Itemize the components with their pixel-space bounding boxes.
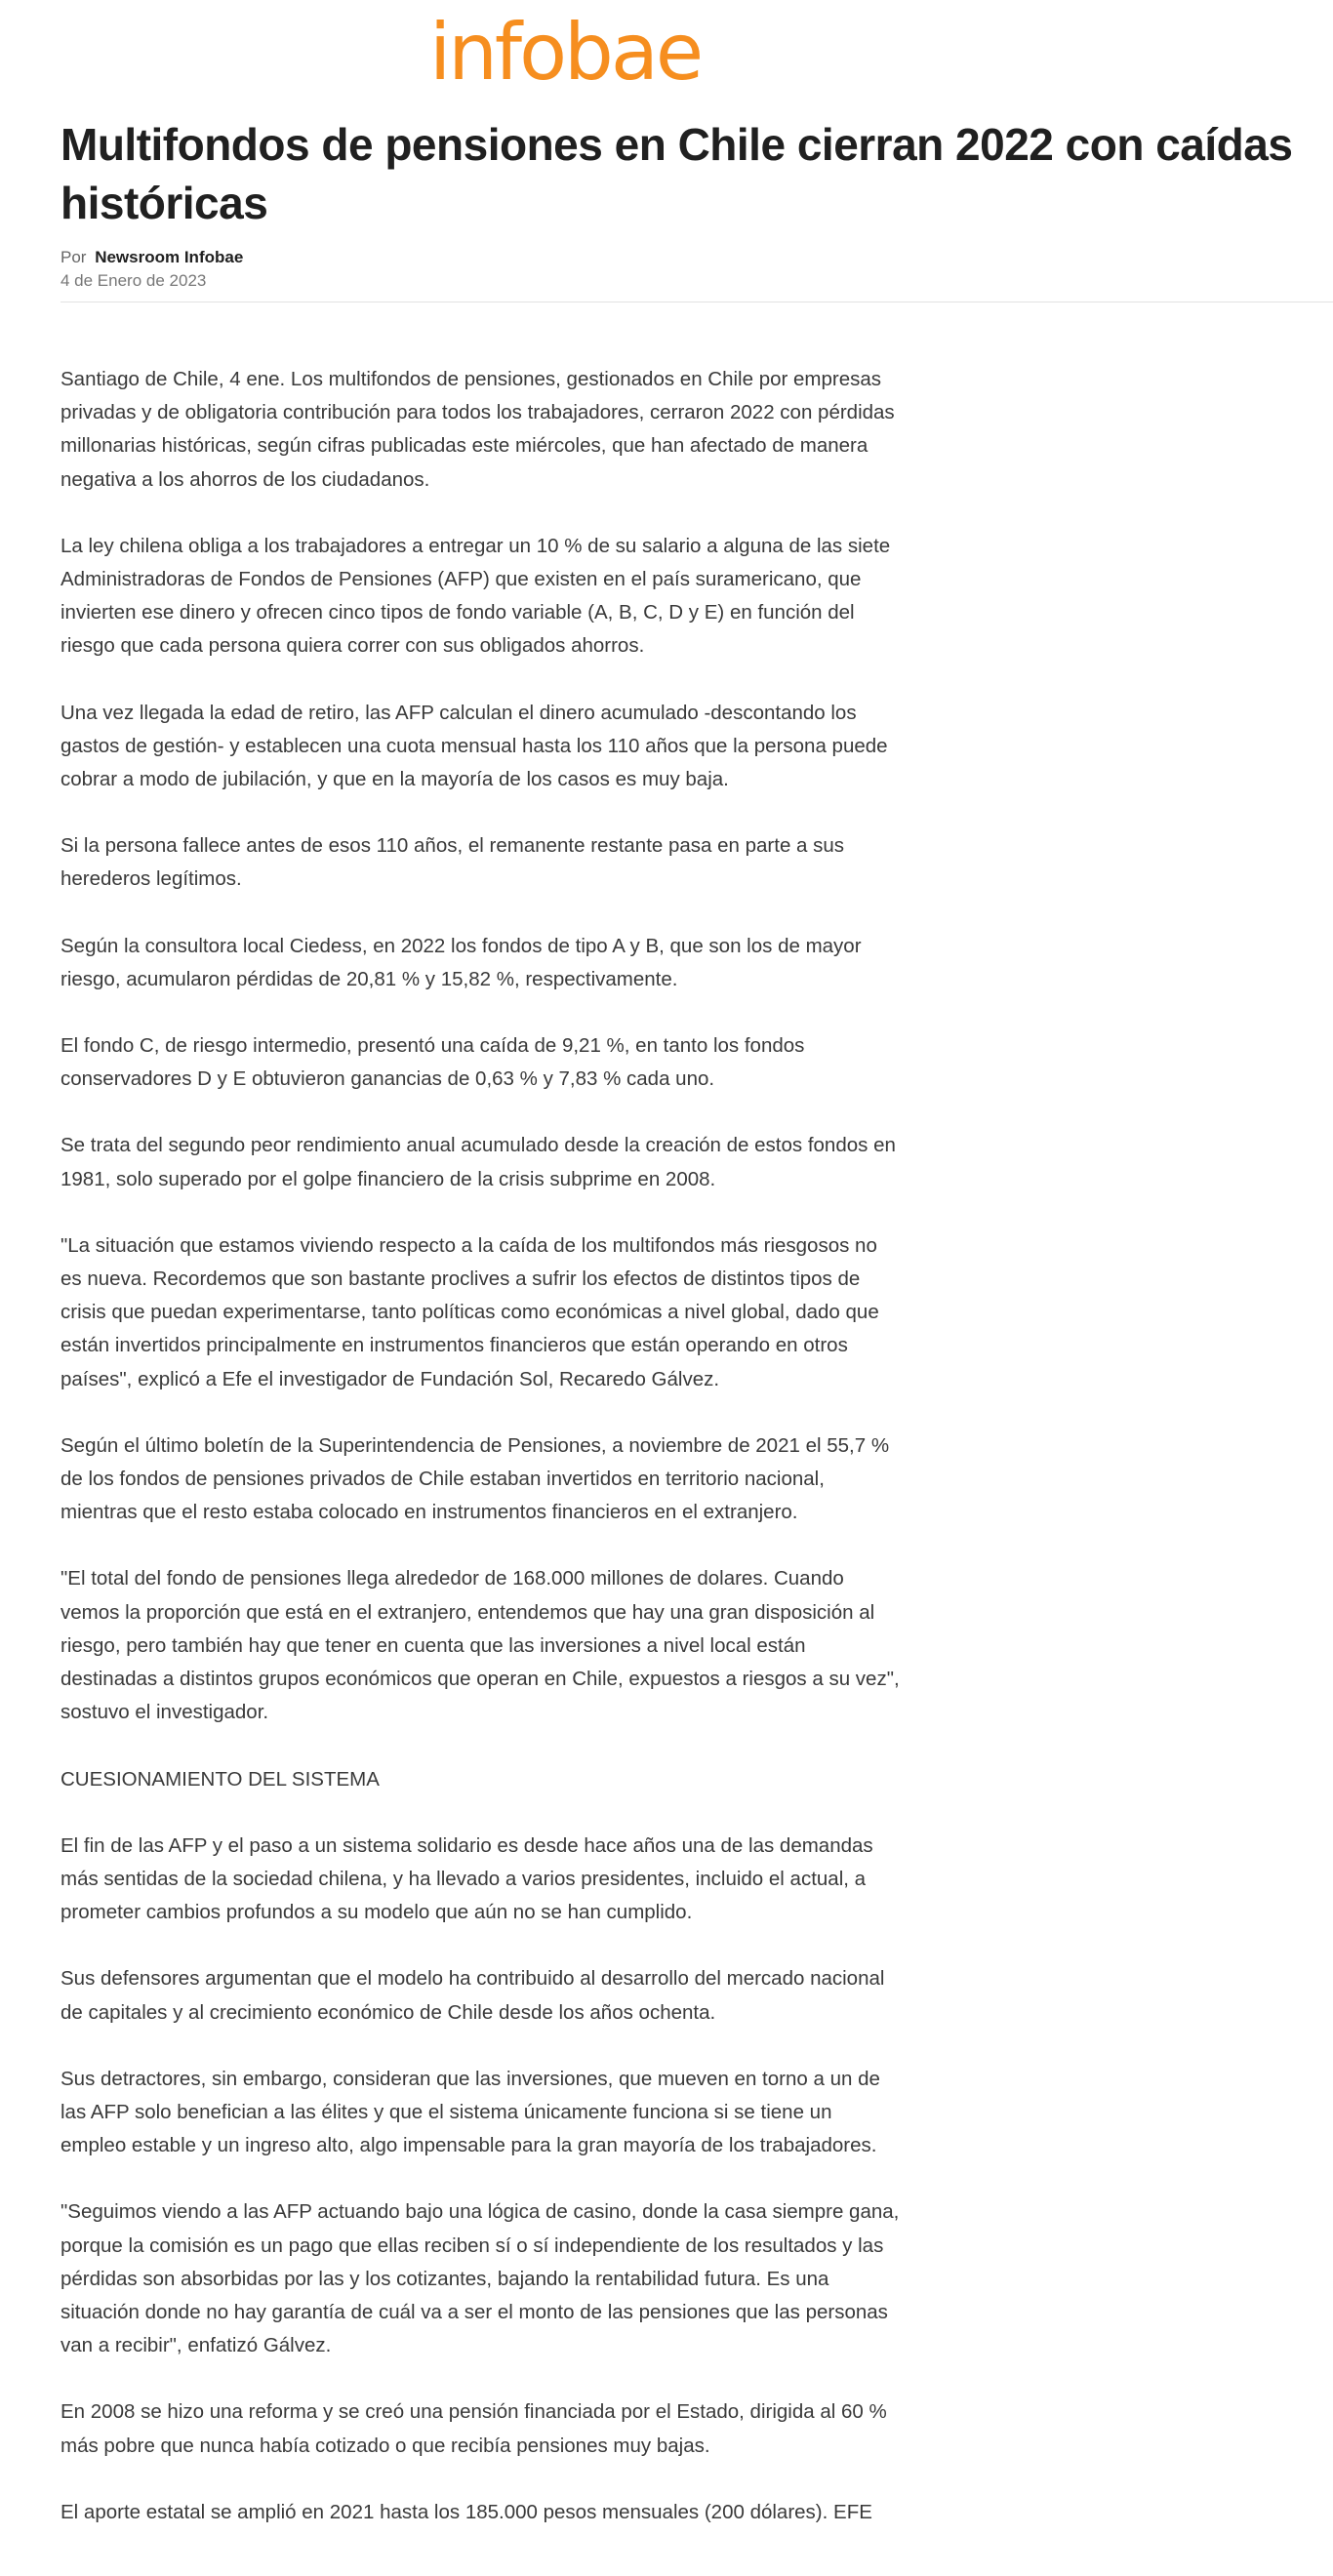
article-header (61, 115, 1333, 293)
author-prefix: Por (61, 248, 87, 266)
paragraph: El aporte estatal se amplió en 2021 hasta los 185.000 pesos mensuales (200 dólares). EFE (61, 2500, 872, 2523)
paragraph: "El total del fondo de pensiones llega alrededor de 168.000 millones de dolares. Cuando vemos la proporción que está en el extranjero, entendemos que hay una gran disposición al riesgo, pero también hay que tener en cuenta que las inversiones a nivel local están destinadas a distintos grupos económicos que operan en Chile, expuestos a riesgos a su vez", sostuvo el investigador. (61, 1567, 900, 1724)
paragraph: Sus detractores, sin embargo, consideran que las inversiones, que mueven en torno a un de las AFP solo benefician a las élites y que el sistema únicamente funciona si se tiene un empleo estable y un ingreso alto, algo impensable para la gran mayoría de los trabajadores. (61, 2067, 880, 2157)
paragraph: Santiago de Chile, 4 ene. Los multifondos de pensiones, gestionados en Chile por empresas privadas y de obligatoria contribución para todos los trabajadores, cerraron 2022 con pérdidas millonarias históricas, según cifras publicadas este miércoles, que han afectado de manera negativa a los ahorros de los ciudadanos. (61, 368, 895, 491)
infobae-logo[interactable]: infobae (429, 7, 702, 98)
site-header (0, 0, 1333, 107)
paragraph: En 2008 se hizo una reforma y se creó una pensión financiada por el Estado, dirigida al 60 % más pobre que nunca había cotizado o que recibía pensiones muy bajas. (61, 2400, 887, 2457)
paragraph: Sus defensores argumentan que el modelo ha contribuido al desarrollo del mercado nacional de capitales y al crecimiento económico de Chile desde los años ochenta. (61, 1967, 885, 2024)
publish-date: 4 de Enero de 2023 (61, 271, 207, 290)
paragraph: "La situación que estamos viviendo respecto a la caída de los multifondos más riesgosos no es nueva. Recordemos que son bastante proclives a sufrir los efectos de distintos tipos de crisis que puedan experimentarse, tanto políticas como económicas a nivel global, dado que están invertidos principalmente en instrumentos financieros que están operando en otros países", explicó a Efe el investigador de Fundación Sol, Recaredo Gálvez. (61, 1233, 879, 1390)
paragraph: Según el último boletín de la Superintendencia de Pensiones, a noviembre de 2021 el 55,7 % de los fondos de pensiones privados de Chile estaban invertidos en territorio nacional, mientras que el resto estaba colocado en instrumentos financieros en el extranjero. (61, 1433, 890, 1524)
section-subheading: CUESIONAMIENTO DEL SISTEMA (61, 1767, 380, 1791)
paragraph: "Seguimos viendo a las AFP actuando bajo una lógica de casino, donde la casa siempre gana, porque la comisión es un pago que ellas reciben sí o sí independiente de los resultados y las pérdidas son absorbidas por las y los cotizantes, bajando la rentabilidad futura. Es una situación donde no hay garantía de cuál va a ser el monto de las pensiones que las personas van a recibir", enfatizó Gálvez. (61, 2200, 900, 2357)
article-headline: Multifondos de pensiones en Chile cierran 2022 con caídas históricas (61, 119, 1293, 228)
paragraph: Se trata del segundo peor rendimiento anual acumulado desde la creación de estos fondos en 1981, solo superado por el golpe financiero de la crisis subprime en 2008. (61, 1134, 896, 1190)
paragraph: La ley chilena obliga a los trabajadores a entregar un 10 % de su salario a alguna de las siete Administradoras de Fondos de Pensiones (AFP) que existen en el país suramericano, que invierten ese dinero y ofrecen cinco tipos de fondo variable (A, B, C, D y E) en función del riesgo que cada persona quiera correr con sus obligados ahorros. (61, 534, 891, 658)
paragraph: Si la persona fallece antes de esos 110 años, el remanente restante pasa en parte a sus herederos legítimos. (61, 834, 845, 891)
paragraph: El fondo C, de riesgo intermedio, presentó una caída de 9,21 %, en tanto los fondos conservadores D y E obtuvieron ganancias de 0,63 % y 7,83 % cada uno. (61, 1034, 805, 1091)
author-link[interactable]: Newsroom Infobae (95, 248, 244, 266)
article-body (61, 363, 900, 2562)
paragraph: Una vez llegada la edad de retiro, las AFP calculan el dinero acumulado -descontando los gastos de gestión- y establecen una cuota mensual hasta los 110 años que la persona puede cobrar a modo de jubilación, y que en la mayoría de los casos es muy baja. (61, 701, 888, 791)
paragraph: Según la consultora local Ciedess, en 2022 los fondos de tipo A y B, que son los de mayor riesgo, acumularon pérdidas de 20,81 % y 15,82 %, respectivamente. (61, 934, 862, 990)
paragraph: El fin de las AFP y el paso a un sistema solidario es desde hace años una de las demandas más sentidas de la sociedad chilena, y ha llevado a varios presidentes, incluido el actual, a prometer cambios profundos a su modelo que aún no se han cumplido. (61, 1833, 873, 1924)
byline (61, 246, 1333, 269)
